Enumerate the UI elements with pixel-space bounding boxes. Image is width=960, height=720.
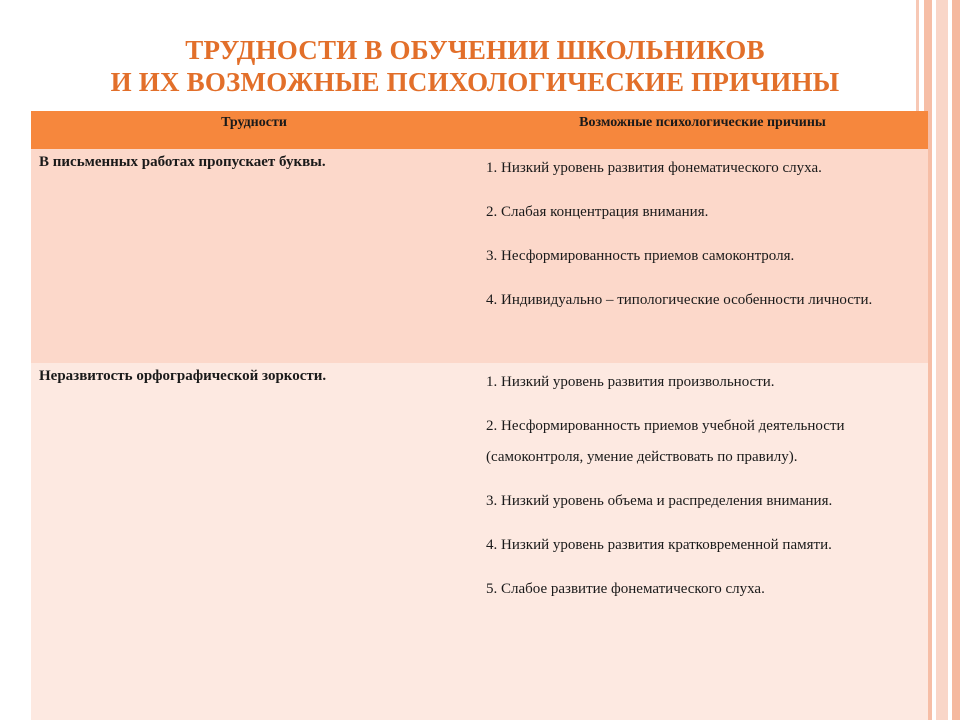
causes-list bbox=[486, 367, 918, 605]
title-line-2: И ИХ ВОЗМОЖНЫЕ ПСИХОЛОГИЧЕСКИЕ ПРИЧИНЫ bbox=[110, 67, 840, 97]
cause-item: 3. Низкий уровень объема и распределения внимания. bbox=[486, 493, 833, 509]
causes-list bbox=[486, 153, 918, 316]
table-row bbox=[31, 363, 928, 720]
cause-item: 4. Низкий уровень развития кратковременной памяти. bbox=[486, 537, 832, 553]
table-row bbox=[31, 149, 928, 363]
cause-item: 1. Низкий уровень развития фонематического слуха. bbox=[486, 160, 822, 176]
cause-item: 5. Слабое развитие фонематического слуха. bbox=[486, 581, 765, 597]
table-header-row bbox=[31, 111, 928, 149]
title-line-1: ТРУДНОСТИ В ОБУЧЕНИИ ШКОЛЬНИКОВ bbox=[185, 35, 765, 65]
causes-cell bbox=[477, 363, 928, 720]
header-difficulties: Трудности bbox=[31, 111, 477, 149]
causes-cell bbox=[477, 149, 928, 363]
cause-item: 2. Несформированность приемов учебной деятельности (самоконтроля, умение действовать по правилу). bbox=[486, 418, 845, 465]
header-causes: Возможные психологические причины bbox=[477, 111, 928, 149]
cause-item: 2. Слабая концентрация внимания. bbox=[486, 204, 709, 220]
cause-item: 1. Низкий уровень развития произвольности. bbox=[486, 374, 775, 390]
cause-item: 3. Несформированность приемов самоконтроля. bbox=[486, 248, 795, 264]
slide-title bbox=[30, 34, 920, 98]
difficulties-table bbox=[31, 111, 928, 720]
difficulty-cell: В письменных работах пропускает буквы. bbox=[31, 149, 477, 363]
cause-item: 4. Индивидуально – типологические особенности личности. bbox=[486, 292, 873, 308]
difficulty-cell: Неразвитость орфографической зоркости. bbox=[31, 363, 477, 720]
